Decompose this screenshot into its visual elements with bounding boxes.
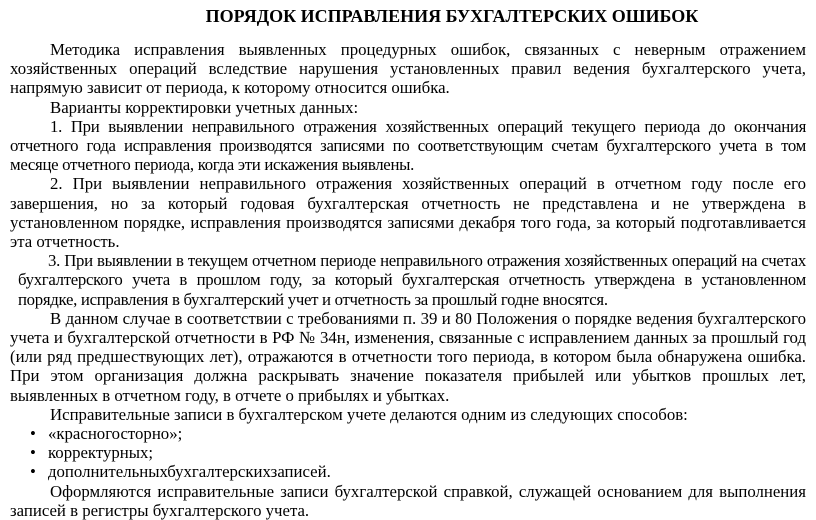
bullet-icon: • [30,424,36,444]
list-item [10,443,806,462]
paragraph-methods-heading: Исправительные записи в бухгалтерском учете делаются одним из следующих способов: [50,404,688,424]
list-item-text: корректурных; [48,443,154,463]
document-title: ПОРЯДОК ИСПРАВЛЕНИЯ БУХГАЛТЕРСКИХ ОШИБОК [205,6,699,26]
paragraph-closing: Оформляются исправительные записи бухгалтерской справкой, служащей основанием для выполнения записей в регистры бухгалтерского учета. [10,481,806,520]
paragraph-intro: Методика исправления выявленных процедурных ошибок, связанных с неверным отражением хозяйственных операций вследствие нарушения установленных правил ведения бухгалтерского учета, напрямую зависит от периода, к которому относится ошибка. [10,40,806,98]
paragraph-variant-1: 1. При выявлении неправильного отражения хозяйственных операций текущего периода до окончания отчетного года исправления производятся записями по соответствующим счетам бухгалтерского учета в том месяце отчетного периода, когда эти искажения выявлены. [10,116,806,175]
list-item-text: «красногосторно»; [48,424,183,444]
paragraph-variants-heading: Варианты корректировки учетных данных: [50,97,359,117]
paragraph-regulation: В данном случае в соответствии с требованиями п. 39 и 80 Положения о порядке ведения бухгалтерского учета и бухгалтерской отчетности в РФ № 34н, изменения, связанные с исправлением данных за прошлый год (или ряд предшествующих лет), отражаются в отчетности того периода, в котором была обнаружена ошибка. При этом организация должна раскрывать значение показателя прибылей или убытков прошлых лет, выявленных в отчетном году, в отчете о прибылях и убытках. [10,308,806,405]
paragraph-variant-2: 2. При выявлении неправильного отражения хозяйственных операций в отчетном году после его завершения, но за который годовая бухгалтерская отчетность не представлена и не утверждена в установленном порядке, исправления производятся записями декабря того года, за который подготавливается эта отчетность. [10,174,806,252]
bullet-icon: • [30,462,36,482]
bullet-icon: • [30,443,36,463]
list-item [10,424,806,443]
list-item [10,462,806,481]
document-body [10,40,806,520]
paragraph-variant-3: 3. При выявлении в текущем отчетном периоде неправильного отражения хозяйственных операций на счетах бухгалтерского учета в прошлом году, за который бухгалтерская отчетность утверждена в установленном порядке, исправления в бухгалтерский учет и отчетность за прошлый годне вносятся. [18,251,806,309]
list-item-text: дополнительныхбухгалтерскихзаписей. [48,462,331,482]
